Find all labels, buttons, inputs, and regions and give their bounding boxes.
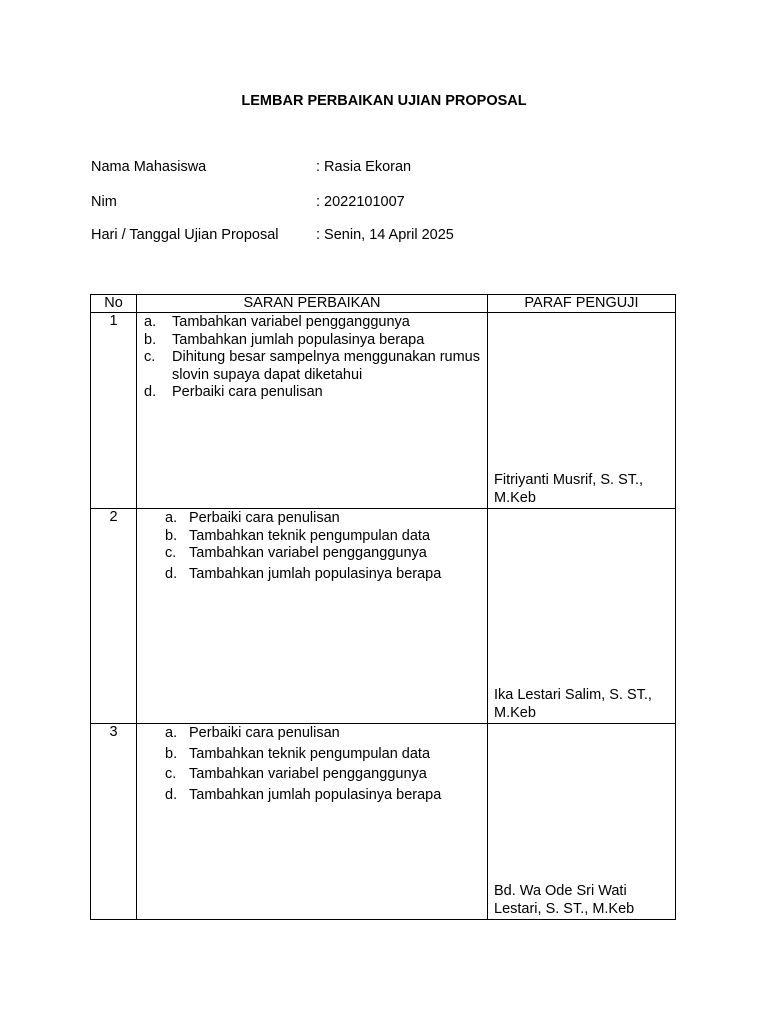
student-name-label: Nama Mahasiswa [91, 159, 207, 175]
exam-date-label: Hari / Tanggal Ujian Proposal [91, 227, 279, 243]
list-marker: b. [165, 527, 178, 544]
suggestion-cell [137, 724, 488, 920]
row-number: 1 [91, 313, 137, 509]
list-item [165, 745, 479, 764]
suggestion-text: Tambahkan variabel pengganggunya [189, 766, 427, 782]
list-item [165, 786, 479, 805]
suggestion-text: Tambahkan variabel pengganggunya [189, 545, 427, 561]
signature-cell [488, 724, 676, 920]
list-marker: b. [144, 331, 157, 348]
list-item [144, 314, 480, 332]
suggestion-text: Tambahkan teknik pengumpulan data [189, 527, 431, 544]
list-item [165, 766, 479, 784]
row-number: 2 [91, 509, 137, 724]
list-item [165, 565, 479, 584]
examiner-name: Bd. Wa Ode Sri Wati Lestari, S. ST., M.Keb [494, 883, 635, 917]
nim-label: Nim [91, 194, 117, 210]
signature-cell [488, 509, 676, 724]
header-saran-perbaikan: SARAN PERBAIKAN [137, 295, 488, 313]
list-marker: a. [144, 314, 157, 330]
list-marker: b. [165, 745, 178, 762]
list-item [165, 545, 479, 563]
student-name-row [91, 159, 691, 179]
suggestion-list [137, 724, 487, 804]
list-marker: c. [144, 349, 156, 365]
list-item [144, 349, 480, 384]
revision-table [90, 294, 676, 920]
student-name-value: : Rasia Ekoran [316, 159, 412, 175]
document-title: LEMBAR PERBAIKAN UJIAN PROPOSAL [241, 93, 527, 109]
list-marker: a. [165, 510, 178, 526]
list-item [165, 527, 479, 546]
suggestion-list [137, 509, 487, 583]
list-item [165, 510, 479, 528]
list-item [144, 331, 480, 350]
table-row [91, 509, 676, 724]
list-item [165, 725, 479, 743]
suggestion-text: Dihitung besar sampelnya menggunakan rumus slovin supaya dapat diketahui [172, 349, 480, 383]
header-no: No [91, 295, 137, 313]
examiner-name: Ika Lestari Salim, S. ST., M.Keb [494, 687, 652, 721]
list-marker: d. [144, 384, 157, 400]
table-row [91, 724, 676, 920]
row-number: 3 [91, 724, 137, 920]
list-item [144, 384, 480, 402]
list-marker: a. [165, 725, 178, 741]
suggestion-text: Tambahkan jumlah populasinya berapa [189, 786, 442, 803]
suggestion-text: Perbaiki cara penulisan [189, 725, 340, 741]
list-marker: c. [165, 545, 177, 561]
signature-cell [488, 313, 676, 509]
suggestion-text: Perbaiki cara penulisan [189, 510, 340, 526]
suggestion-cell [137, 313, 488, 509]
suggestion-text: Tambahkan jumlah populasinya berapa [189, 565, 442, 582]
suggestion-text: Perbaiki cara penulisan [172, 384, 323, 400]
suggestion-text: Tambahkan jumlah populasinya berapa [172, 331, 425, 348]
nim-row [91, 194, 691, 214]
suggestion-list [137, 313, 487, 402]
exam-date-value: : Senin, 14 April 2025 [316, 227, 454, 243]
examiner-name: Fitriyanti Musrif, S. ST., M.Keb [494, 472, 644, 506]
list-marker: c. [165, 766, 177, 782]
table-header-row [91, 295, 676, 313]
table-row [91, 313, 676, 509]
list-marker: d. [165, 786, 178, 803]
list-marker: d. [165, 565, 178, 582]
header-paraf-penguji: PARAF PENGUJI [488, 295, 676, 313]
suggestion-text: Tambahkan teknik pengumpulan data [189, 745, 431, 762]
nim-value: : 2022101007 [316, 194, 405, 210]
suggestion-text: Tambahkan variabel pengganggunya [172, 314, 410, 330]
exam-date-row [91, 227, 691, 247]
suggestion-cell [137, 509, 488, 724]
